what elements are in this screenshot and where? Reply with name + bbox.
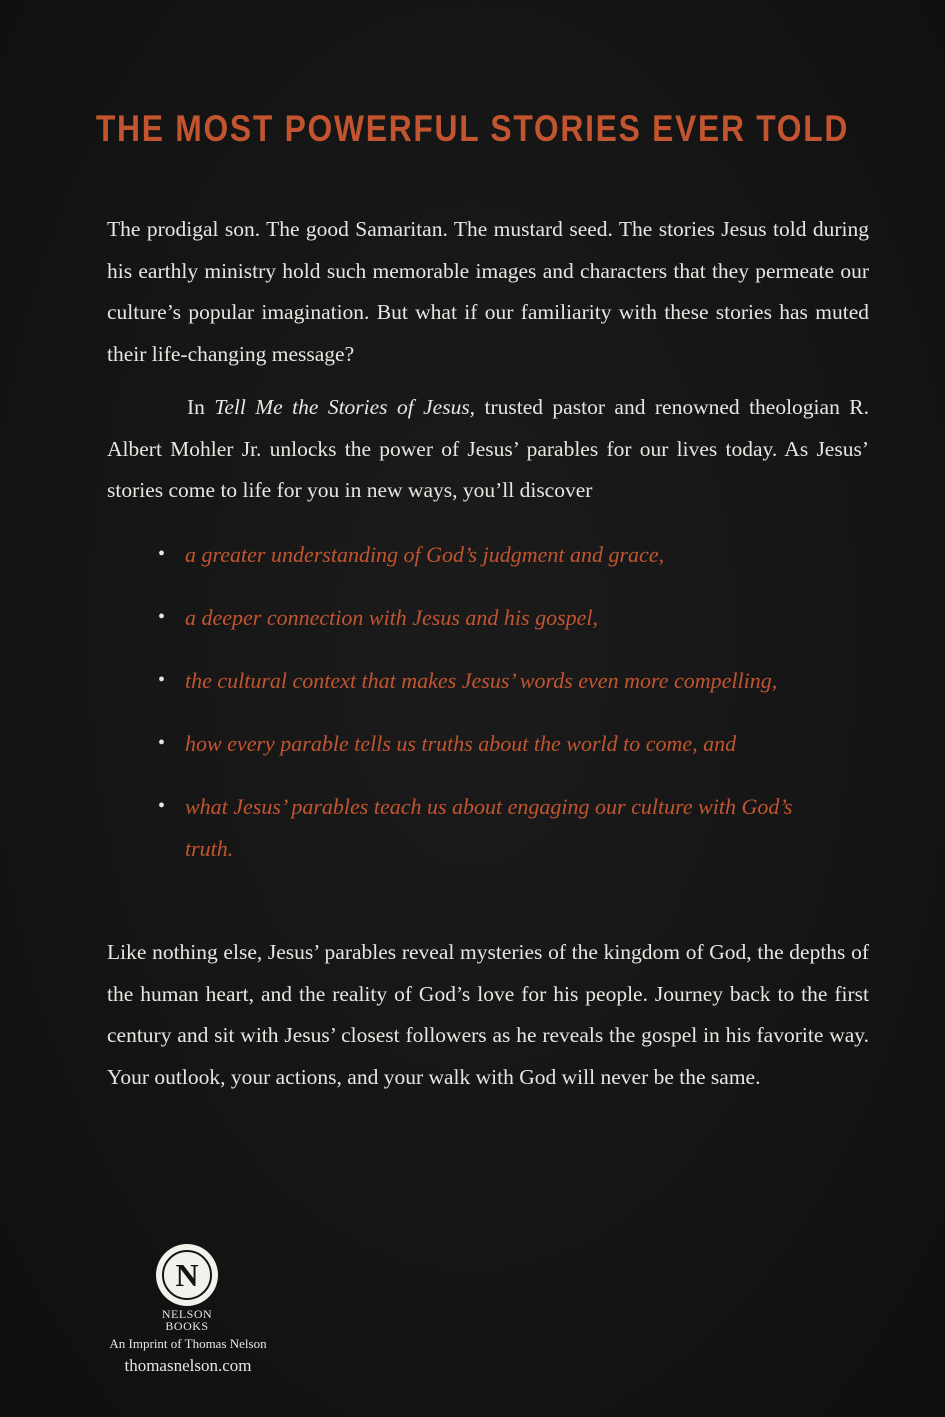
description-rest: trusted pastor and renowned theologian R. Albert Mohler Jr. unlocks the power of Jesus’ parables for our lives today. As Jesus’ stories come to life for you in new ways, you’ll discover — [107, 395, 869, 502]
intro-paragraph: The prodigal son. The good Samaritan. The mustard seed. The stories Jesus told during his earthly ministry hold such memorable images and characters that they permeate our culture’s popular imagination. But what if our familiarity with these stories has muted their life-changing message? — [107, 217, 869, 366]
list-item — [155, 786, 815, 869]
description-paragraph — [107, 387, 869, 512]
publisher-name-line1: NELSON — [161, 1307, 213, 1321]
list-item-text: what Jesus’ parables teach us about engaging our culture with God’s truth. — [185, 794, 793, 861]
publisher-name — [107, 1308, 267, 1332]
bullet-icon: • — [158, 543, 166, 565]
list-item-text: the cultural context that makes Jesus’ words even more compelling, — [185, 668, 778, 693]
logo-ring — [162, 1250, 212, 1300]
logo-letter: N — [175, 1257, 199, 1293]
description-lead: In — [187, 395, 215, 419]
bullet-icon: • — [158, 732, 166, 754]
list-item-text: a greater understanding of God’s judgment and grace, — [185, 542, 665, 567]
publisher-name-line2: BOOKS — [165, 1319, 209, 1333]
bullet-icon: • — [158, 669, 166, 691]
nelson-books-logo — [156, 1244, 218, 1306]
bullet-icon: • — [158, 795, 166, 817]
imprint-line: An Imprint of Thomas Nelson — [109, 1336, 267, 1351]
publisher-website: thomasnelson.com — [124, 1356, 252, 1375]
list-item-text: a deeper connection with Jesus and his gospel, — [185, 605, 599, 630]
list-item — [155, 534, 815, 576]
list-item — [155, 660, 815, 702]
list-item — [155, 723, 815, 765]
bullet-icon: • — [158, 606, 166, 628]
list-item — [155, 597, 815, 639]
book-title: Tell Me the Stories of Jesus, — [214, 395, 476, 419]
headline: THE MOST POWERFUL STORIES EVER TOLD — [95, 108, 850, 149]
list-item-text: how every parable tells us truths about the world to come, and — [185, 731, 737, 756]
closing-paragraph: Like nothing else, Jesus’ parables reveal mysteries of the kingdom of God, the depths of the human heart, and the reality of God’s love for his people. Journey back to the first century and sit with Jesus’ closest followers as he reveals the gospel in his favorite way. Your outlook, your actions, and your walk with God will never be the same. — [107, 940, 869, 1089]
benefits-list — [155, 534, 815, 891]
